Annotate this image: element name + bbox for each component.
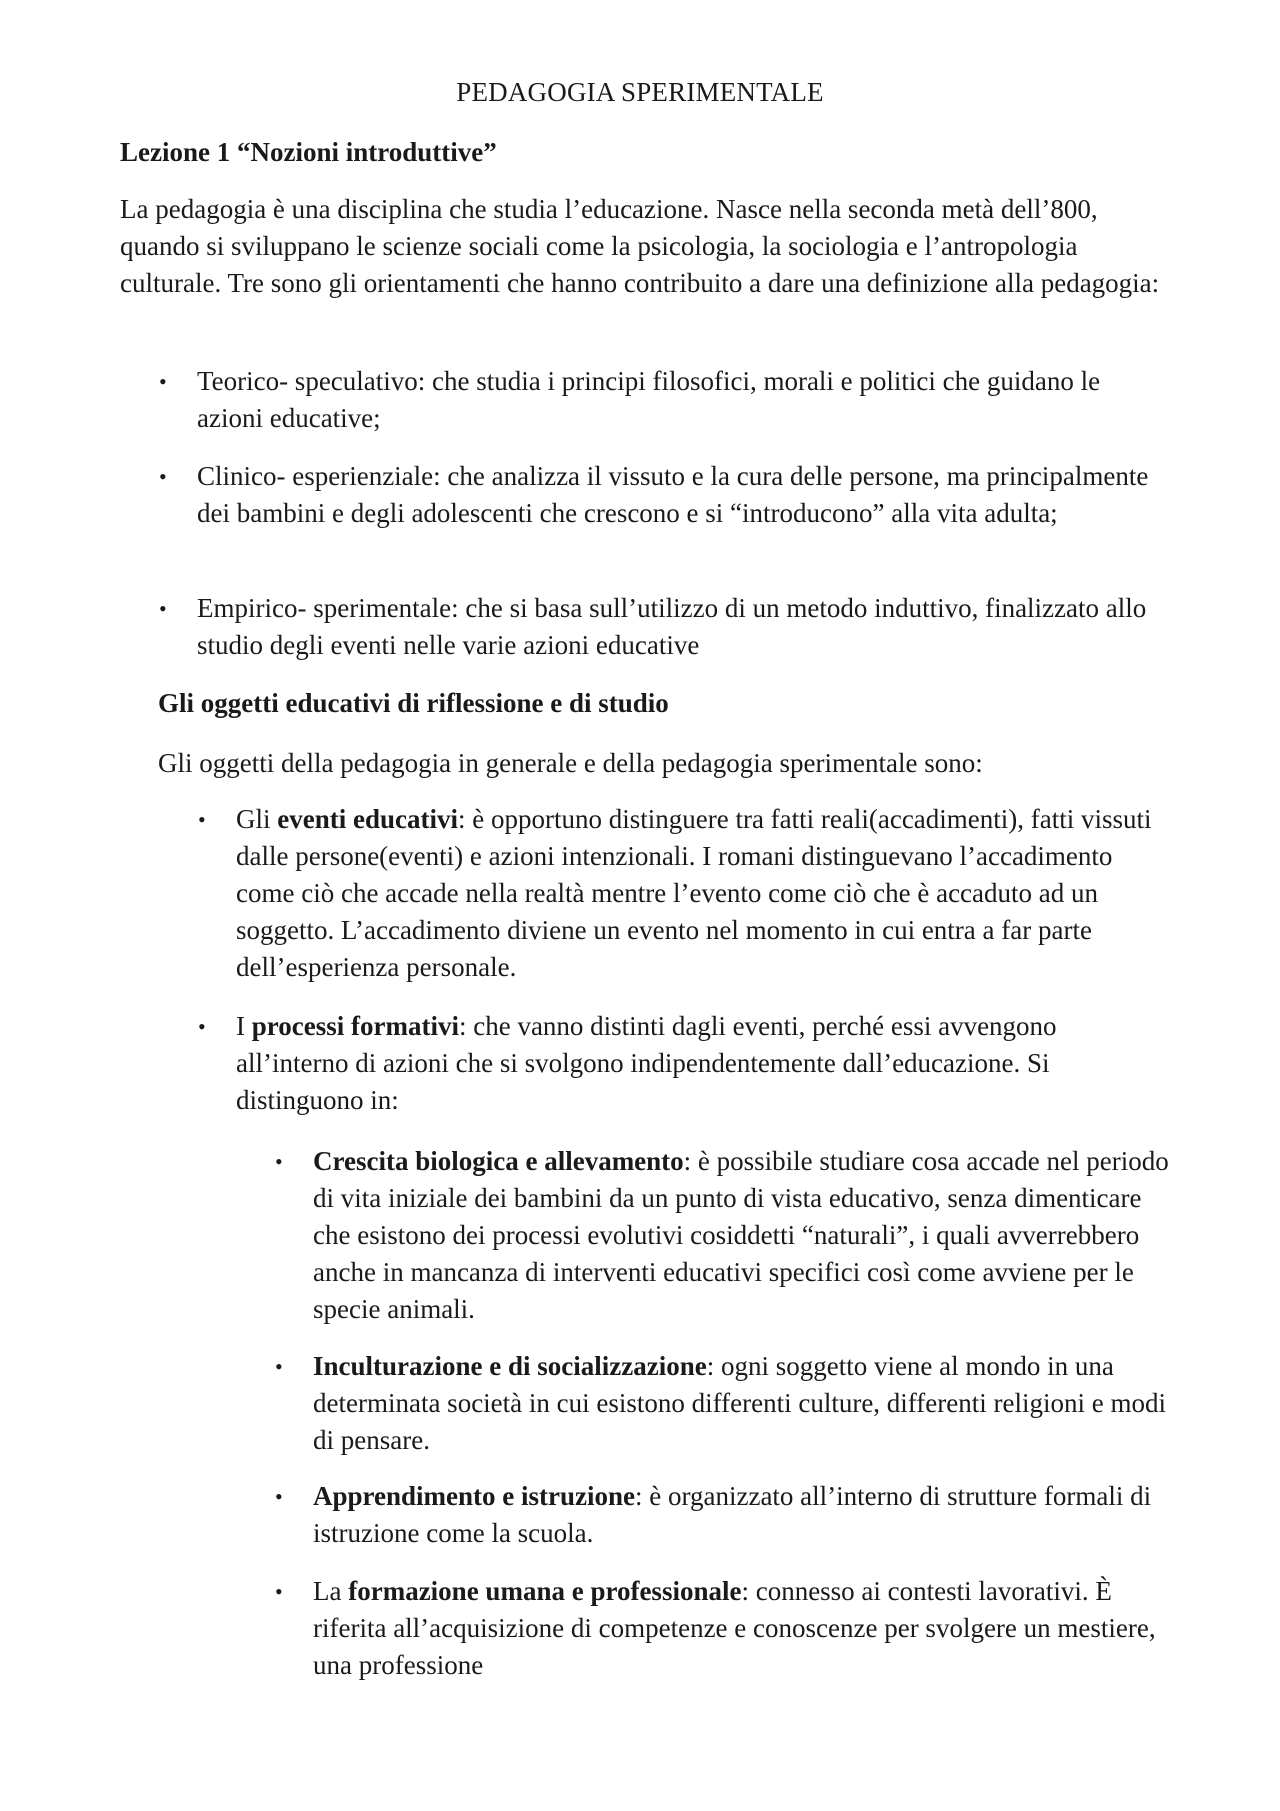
section-intro: Gli oggetti della pedagogia in generale e della pedagogia sperimentale sono: <box>158 748 983 778</box>
item-bold-term: Crescita biologica e allevamento <box>313 1146 684 1176</box>
item-description: : che vanno distinti dagli eventi, perché essi avvengono all’interno di azioni che si svolgono indipendentemente dall’educazione. Si distinguono in: <box>236 1011 1057 1115</box>
intro-paragraph: La pedagogia è una disciplina che studia l’educazione. Nasce nella seconda metà dell’800, quando si sviluppano le scienze sociali come la psicologia, la sociologia e l’antropologia culturale. Tre sono gli orientamenti che hanno contribuito a dare una definizione alla pedagogia: <box>120 194 1160 298</box>
item-description: : è opportuno distinguere tra fatti reali(accadimenti), fatti vissuti dalle persone(eventi) e azioni intenzionali. I romani distinguevano l’accadimento come ciò che accade nella realtà mentre l’evento come ciò che è accaduto ad un soggetto. L’accadimento diviene un evento nel momento in cui entra a far parte dell’esperienza personale. <box>236 804 1152 982</box>
list-item-text <box>313 1573 1173 1684</box>
bullet-icon: • <box>159 596 167 621</box>
item-prefix: I <box>236 1011 252 1041</box>
list-item-text <box>313 1348 1173 1459</box>
item-bold-term: processi formativi <box>251 1011 459 1041</box>
list-item-text <box>313 1478 1173 1552</box>
item-description: : ogni soggetto viene al mondo in una determinata società in cui esistono differenti culture, differenti religioni e modi di pensare. <box>313 1351 1166 1455</box>
item-bold-term: formazione umana e professionale <box>348 1576 742 1606</box>
list-item <box>198 1008 1166 1119</box>
item-bold-term: Apprendimento e istruzione <box>313 1481 635 1511</box>
list-item-text <box>313 1143 1173 1328</box>
list-item <box>159 590 1157 664</box>
bullet-icon: • <box>159 369 167 394</box>
list-item-text: Clinico- esperienziale: che analizza il vissuto e la cura delle persone, ma principalmente dei bambini e degli adolescenti che crescono e si “introducono” alla vita adulta; <box>197 461 1149 528</box>
item-description: : connesso ai contesti lavorativi. È riferita all’acquisizione di competenze e conoscenze per svolgere un mestiere, una professione <box>313 1576 1156 1680</box>
item-bold-term: Inculturazione e di socializzazione <box>313 1351 707 1381</box>
list-item-text: Empirico- sperimentale: che si basa sull’utilizzo di un metodo induttivo, finalizzato allo studio degli eventi nelle varie azioni educative <box>197 593 1147 660</box>
list-item <box>275 1143 1173 1328</box>
bullet-icon: • <box>159 464 167 489</box>
item-prefix: La <box>313 1576 349 1606</box>
list-item-text <box>236 1008 1166 1119</box>
item-bold-term: eventi educativi <box>277 804 458 834</box>
list-item <box>275 1478 1173 1552</box>
list-item <box>198 801 1166 986</box>
bullet-icon: • <box>198 807 206 832</box>
list-item-text <box>236 801 1166 986</box>
list-item <box>275 1348 1173 1459</box>
item-prefix: Gli <box>236 804 278 834</box>
list-item <box>159 363 1157 437</box>
item-description: : è possibile studiare cosa accade nel periodo di vita iniziale dei bambini da un punto di vista educativo, senza dimenticare che esistono dei processi evolutivi cosiddetti “naturali”, i quali avverrebbero anche in mancanza di interventi educativi specifici così come avviene per le specie animali. <box>313 1146 1169 1324</box>
bullet-icon: • <box>275 1484 283 1509</box>
bullet-icon: • <box>275 1579 283 1604</box>
bullet-icon: • <box>198 1014 206 1039</box>
document-title: PEDAGOGIA SPERIMENTALE <box>456 77 824 107</box>
section-heading: Gli oggetti educativi di riflessione e di studio <box>158 688 669 718</box>
item-description: : è organizzato all’interno di strutture formali di istruzione come la scuola. <box>313 1481 1152 1548</box>
bullet-icon: • <box>275 1354 283 1379</box>
lesson-heading: Lezione 1 “Nozioni introduttive” <box>120 137 497 167</box>
list-item <box>159 458 1177 532</box>
list-item <box>275 1573 1173 1684</box>
list-item-text: Teorico- speculativo: che studia i principi filosofici, morali e politici che guidano le azioni educative; <box>197 366 1101 433</box>
bullet-icon: • <box>275 1149 283 1174</box>
